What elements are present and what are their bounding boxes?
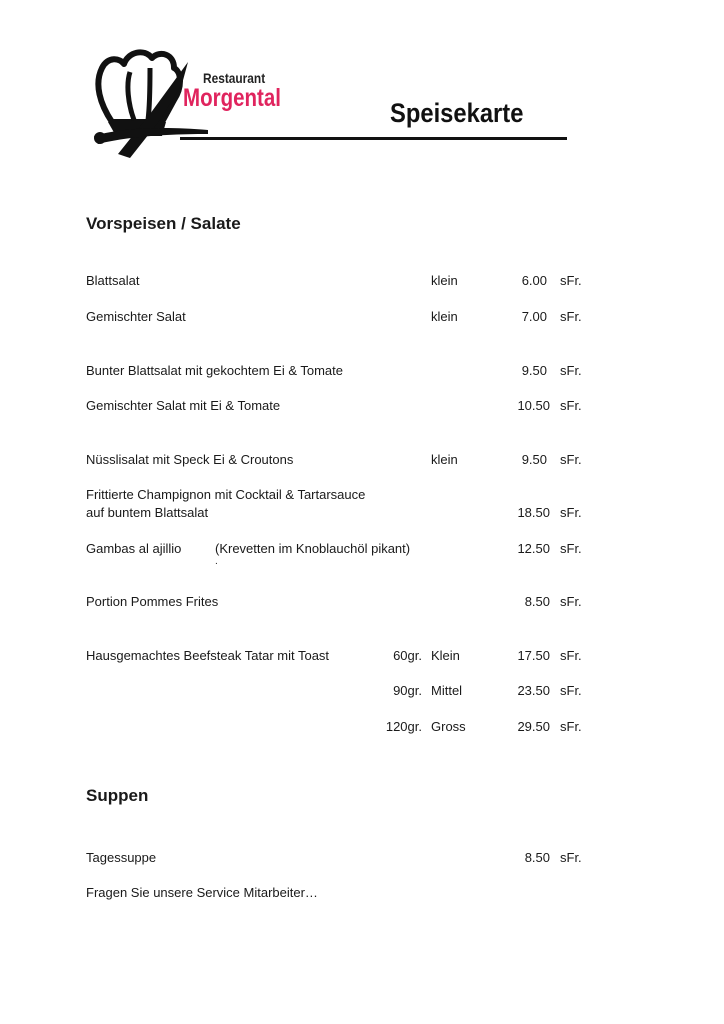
variant-size: Klein (431, 648, 460, 663)
variant-price: 23.50 (517, 683, 550, 698)
menu-item-price: 8.50 (524, 850, 550, 865)
menu-item-note: (Krevetten im Knoblauchöl pikant) (215, 541, 411, 556)
menu-item-name: Hausgemachtes Beefsteak Tatar mit Toast (86, 648, 330, 663)
menu-item-name: Tagessuppe (86, 850, 157, 865)
variant-weight: 90gr. (393, 683, 422, 698)
menu-item-name: Blattsalat (86, 273, 140, 288)
menu-item-currency: sFr. (560, 505, 582, 520)
menu-item-name: Nüsslisalat mit Speck Ei & Croutons (86, 452, 294, 467)
menu-item-price: 10.50 (517, 398, 550, 413)
menu-item-currency: sFr. (560, 363, 582, 378)
variant-price: 29.50 (517, 719, 550, 734)
menu-item-price: 12.50 (517, 541, 550, 556)
menu-item-currency: sFr. (560, 594, 582, 609)
menu-item-note: Fragen Sie unsere Service Mitarbeiter… (86, 885, 318, 900)
variant-size: Mittel (431, 683, 463, 698)
menu-item-price: 18.50 (517, 505, 550, 520)
menu-item-currency: sFr. (560, 850, 582, 865)
menu-item-currency: sFr. (560, 309, 582, 324)
menu-item-name: Gemischter Salat (86, 309, 186, 324)
section-title-soups: Suppen (86, 786, 149, 805)
variant-price: 17.50 (517, 648, 550, 663)
menu-item-name-line2: auf buntem Blattsalat (86, 505, 209, 520)
variant-weight: 60gr. (393, 648, 422, 663)
variant-size: Gross (431, 719, 466, 734)
brand-restaurant-label: Restaurant (203, 70, 266, 86)
variant-currency: sFr. (560, 683, 582, 698)
variant-currency: sFr. (560, 648, 582, 663)
menu-item-currency: sFr. (560, 541, 582, 556)
menu-item-currency: sFr. (560, 398, 582, 413)
header-divider (180, 137, 567, 140)
page-title: Speisekarte (390, 98, 524, 128)
menu-item-name: Frittierte Champignon mit Cocktail & Tartarsauce (86, 487, 366, 502)
menu-item-currency: sFr. (560, 452, 582, 467)
menu-item-name: Portion Pommes Frites (86, 594, 219, 609)
menu-item-name: Gambas al ajillio (86, 541, 182, 556)
menu-item-size: klein (431, 273, 458, 288)
menu-item-price: 9.50 (521, 452, 547, 467)
menu-item-price: 8.50 (524, 594, 550, 609)
menu-item-price: 7.00 (521, 309, 547, 324)
menu-item-name: Bunter Blattsalat mit gekochtem Ei & Tomate (86, 363, 343, 378)
variant-weight: 120gr. (385, 719, 422, 734)
menu-item-mark: . (215, 556, 218, 567)
menu-item-currency: sFr. (560, 273, 582, 288)
menu-item-size: klein (431, 452, 458, 467)
variant-currency: sFr. (560, 719, 582, 734)
section-title-starters: Vorspeisen / Salate (86, 214, 241, 233)
menu-item-price: 9.50 (521, 363, 547, 378)
brand-name: Morgental (183, 84, 281, 112)
menu-item-name: Gemischter Salat mit Ei & Tomate (86, 398, 281, 413)
menu-item-price: 6.00 (521, 273, 547, 288)
menu-item-size: klein (431, 309, 458, 324)
